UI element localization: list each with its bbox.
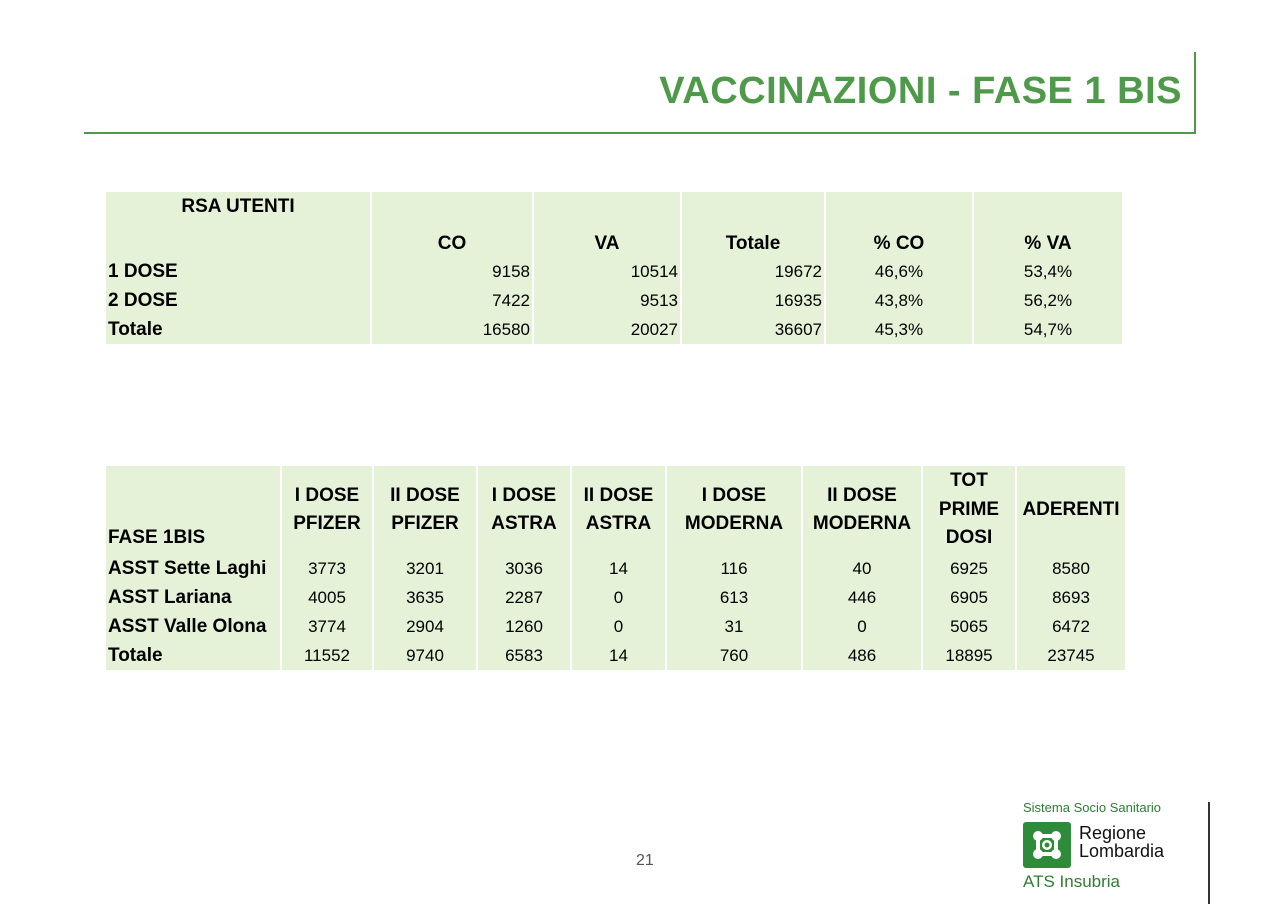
col-header: % CO [826,221,972,257]
cell: 43,8% [826,286,972,315]
cell: 54,7% [974,315,1122,344]
cell: 14 [572,554,665,583]
cell: 45,3% [826,315,972,344]
table1-header-row [106,221,1122,257]
row-label: Totale [106,315,370,344]
rsa-utenti-table [104,192,1124,344]
row-label: 1 DOSE [106,257,370,286]
cell: 3635 [374,583,476,612]
col-header: II DOSE PFIZER [374,466,476,554]
cell: 14 [572,641,665,670]
cell: 31 [667,612,801,641]
table1-caption: RSA UTENTI [106,192,370,221]
row-label: 2 DOSE [106,286,370,315]
title-vertical-divider [1194,52,1196,134]
row-label: ASST Valle Olona [106,612,280,641]
row-label: ASST Lariana [106,583,280,612]
cell: 0 [803,612,921,641]
fase-1bis-table [104,466,1127,670]
row-label: Totale [106,641,280,670]
cell: 53,4% [974,257,1122,286]
cell: 18895 [923,641,1015,670]
cell: 486 [803,641,921,670]
cell: 19672 [682,257,824,286]
col-header: Totale [682,221,824,257]
cell: 6472 [1017,612,1125,641]
logo-name: Regione Lombardia [1079,823,1165,861]
col-header: CO [372,221,532,257]
col-header: II DOSE ASTRA [572,466,665,554]
cell: 3201 [374,554,476,583]
cell: 46,6% [826,257,972,286]
cell: 40 [803,554,921,583]
col-header: ADERENTI [1017,466,1125,554]
cell: 2904 [374,612,476,641]
table-row [106,583,1125,612]
col-header: VA [534,221,680,257]
cell: 760 [667,641,801,670]
table-row [106,315,1122,344]
cell: 20027 [534,315,680,344]
table-row [106,286,1122,315]
cell: 16580 [372,315,532,344]
row-label: ASST Sette Laghi [106,554,280,583]
logo-organization: Sistema Socio Sanitario [1023,800,1162,815]
table-row [106,257,1122,286]
col-header: I DOSE PFIZER [282,466,372,554]
cell: 0 [572,612,665,641]
cell: 6905 [923,583,1015,612]
cell: 5065 [923,612,1015,641]
logo-divider [1208,802,1210,904]
title-divider [84,132,1196,134]
col-header: I DOSE MODERNA [667,466,801,554]
col-header: % VA [974,221,1122,257]
cell: 4005 [282,583,372,612]
cell: 36607 [682,315,824,344]
cell: 9158 [372,257,532,286]
cell: 23745 [1017,641,1125,670]
col-header: TOT PRIME DOSI [923,466,1015,554]
cell: 16935 [682,286,824,315]
cell: 9513 [534,286,680,315]
cell: 10514 [534,257,680,286]
page-number: 21 [636,852,654,869]
cell: 6925 [923,554,1015,583]
table-row [106,641,1125,670]
cell: 2287 [478,583,570,612]
cell: 3773 [282,554,372,583]
cell: 1260 [478,612,570,641]
logo-subtitle: ATS Insubria [1023,872,1121,891]
cell: 56,2% [974,286,1122,315]
table-row [106,612,1125,641]
lombardia-rose-icon [1023,822,1071,868]
cell: 3036 [478,554,570,583]
cell: 8693 [1017,583,1125,612]
cell: 0 [572,583,665,612]
cell: 7422 [372,286,532,315]
cell: 116 [667,554,801,583]
cell: 6583 [478,641,570,670]
col-header: FASE 1BIS [106,466,280,554]
cell: 11552 [282,641,372,670]
cell: 613 [667,583,801,612]
col-header: I DOSE ASTRA [478,466,570,554]
cell: 9740 [374,641,476,670]
cell: 446 [803,583,921,612]
cell: 3774 [282,612,372,641]
table2-header-row [106,466,1125,554]
slide-title: VACCINAZIONI - FASE 1 BIS [659,70,1182,112]
col-header: II DOSE MODERNA [803,466,921,554]
cell: 8580 [1017,554,1125,583]
table-row [106,554,1125,583]
